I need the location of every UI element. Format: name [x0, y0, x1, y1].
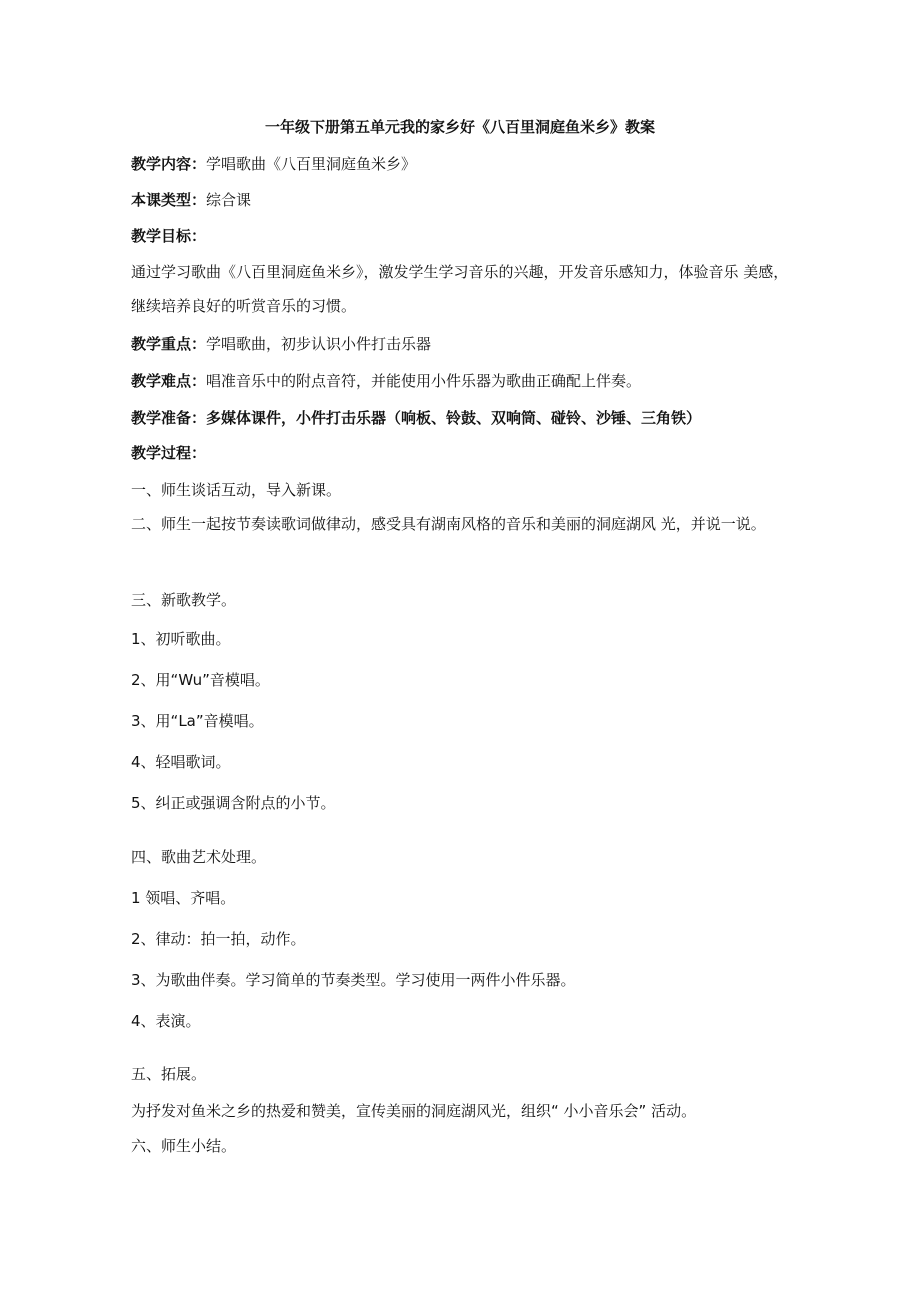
- key-row: [131, 334, 791, 354]
- key-label: 教学重点：: [131, 335, 207, 353]
- step-5: 五、拓展。: [131, 1065, 207, 1083]
- difficulty-label: 教学难点：: [131, 372, 207, 390]
- content-label: 教学内容：: [131, 155, 207, 173]
- type-row: [131, 190, 791, 210]
- step-4-item: 4、表演。: [131, 1012, 201, 1030]
- goal-text: 通过学习歌曲《八百里洞庭鱼米乡》，激发学生学习音乐的兴趣，开发音乐感知力，体验音乐 美感，继续培养良好的听赏音乐的习惯。: [131, 263, 789, 315]
- prep-label: 教学准备：: [131, 409, 207, 427]
- goal-label: 教学目标：: [131, 227, 207, 245]
- document-title: 一年级下册第五单元我的家乡好《八百里洞庭鱼米乡》教案: [264, 118, 655, 136]
- difficulty-row: [131, 371, 791, 391]
- step-6: 六、师生小结。: [131, 1137, 237, 1155]
- process-label: 教学过程：: [131, 444, 207, 462]
- step-3-item: 4、轻唱歌词。: [131, 753, 231, 771]
- step-5-text: 为抒发对鱼米之乡的热爱和赞美，宣传美丽的洞庭湖风光，组织“ 小小音乐会” 活动。: [131, 1102, 697, 1120]
- step-3-item: 1、初听歌曲。: [131, 630, 231, 648]
- content-value: 学唱歌曲《八百里洞庭鱼米乡》: [206, 155, 417, 173]
- type-label: 本课类型：: [131, 191, 207, 209]
- step-2: 二、师生一起按节奏读歌词做律动，感受具有湖南风格的音乐和美丽的洞庭湖风 光，并说一说。: [131, 515, 766, 533]
- step-4-item: 1 领唱、齐唱。: [131, 889, 236, 907]
- step-4: 四、歌曲艺术处理。: [131, 848, 267, 866]
- step-3-item: 2、用“Wu”音模唱。: [131, 671, 270, 689]
- content-row: [131, 154, 791, 174]
- step-4-item: 3、为歌曲伴奏。学习简单的节奏类型。学习使用一两件小件乐器。: [131, 971, 576, 989]
- step-3-item: 3、用“La”音模唱。: [131, 712, 264, 730]
- key-value: 学唱歌曲，初步认识小件打击乐器: [206, 335, 432, 353]
- step-3-item: 5、纠正或强调含附点的小节。: [131, 794, 336, 812]
- step-1: 一、师生谈话互动，导入新课。: [131, 481, 342, 499]
- prep-value: 多媒体课件，小件打击乐器（响板、铃鼓、双响筒、碰铃、沙锤、三角铁）: [206, 409, 702, 427]
- prep-row: [131, 408, 791, 428]
- difficulty-value: 唱准音乐中的附点音符，并能使用小件乐器为歌曲正确配上伴奏。: [206, 372, 642, 390]
- step-3: 三、新歌教学。: [131, 591, 237, 609]
- type-value: 综合课: [206, 191, 252, 209]
- step-4-item: 2、律动：拍一拍，动作。: [131, 930, 306, 948]
